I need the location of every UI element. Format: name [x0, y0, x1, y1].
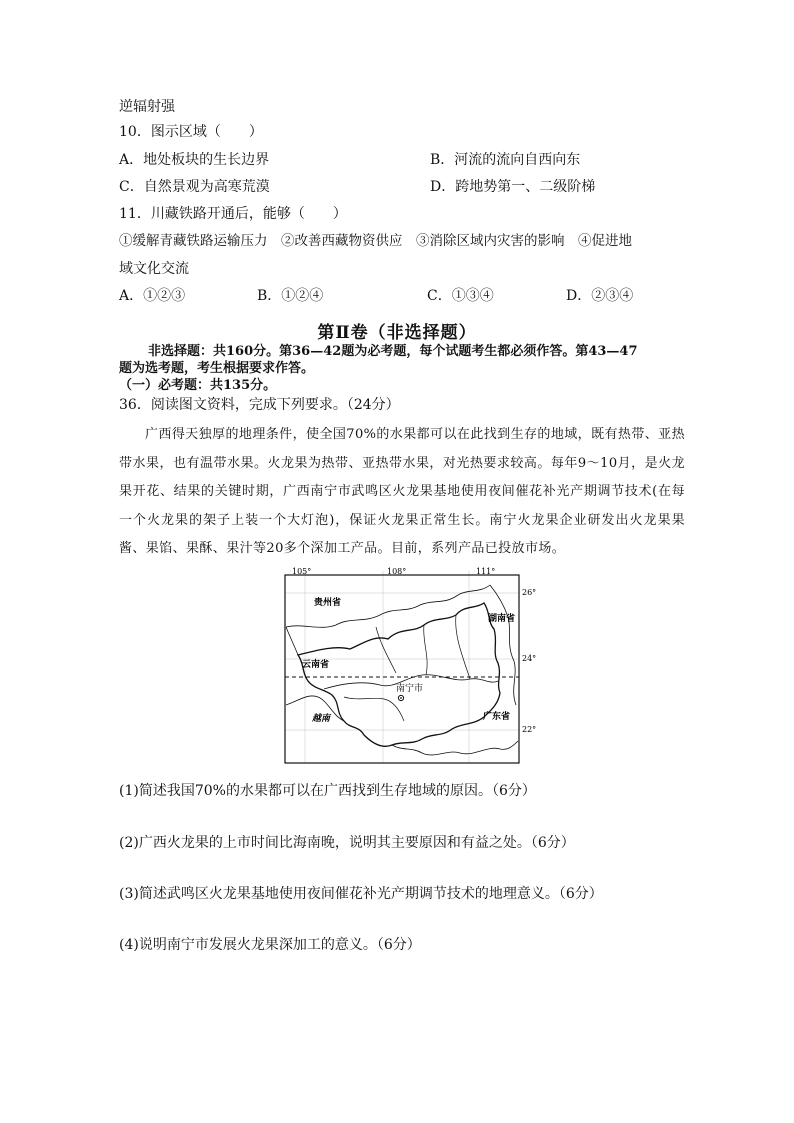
- section-instruction-line1: 非选择题：共160分。第36—42题为必考题，每个试题考生都必须作答。第43—47: [148, 344, 638, 359]
- latitude-24: 24°: [522, 654, 537, 663]
- label-vietnam: 越南: [312, 714, 331, 724]
- longitude-108: 108°: [387, 567, 407, 576]
- q36-passage: [119, 421, 685, 564]
- label-guangdong: 广东省: [483, 712, 511, 722]
- q10-stem: 10．图示区域（ ）: [119, 124, 263, 140]
- latitude-22: 22°: [522, 725, 537, 734]
- q36-sub-3: (3)简述武鸣区火龙果基地使用夜间催花补光产期调节技术的地理意义。（6分）: [119, 886, 603, 902]
- q11-option-b: B．①②④: [257, 288, 324, 304]
- section-instruction-line2: 题为选考题，考生根据要求作答。: [119, 361, 315, 376]
- required-questions-header: （一）必考题：共135分。: [119, 378, 277, 393]
- q36-sub-2: (2)广西火龙果的上市时间比海南晚，说明其主要原因和有益之处。（6分）: [119, 835, 575, 851]
- label-hunan: 湖南省: [488, 614, 516, 624]
- q10-option-a: A．地处板块的生长边界: [119, 152, 270, 168]
- latitude-26: 26°: [522, 588, 537, 597]
- q36-stem: 36．阅读图文资料，完成下列要求。（24分）: [119, 397, 400, 413]
- q11-stem: 11．川藏铁路开通后，能够（ ）: [119, 206, 347, 222]
- q11-option-c: C．①③④: [427, 288, 494, 304]
- q10-option-d: D．跨地势第一、二级阶梯: [430, 179, 596, 195]
- text-fragment: 逆辐射强: [119, 99, 175, 115]
- longitude-105: 105°: [292, 567, 312, 576]
- q11-statements-line1: ①缓解青藏铁路运输压力 ②改善西藏物资供应 ③消除区域内灾害的影响 ④促进地: [119, 233, 632, 249]
- guangxi-map: [284, 565, 546, 767]
- q36-sub-4: (4)说明南宁市发展火龙果深加工的意义。（6分）: [119, 937, 421, 953]
- q11-option-a: A．①②③: [119, 288, 186, 304]
- label-guizhou: 贵州省: [314, 598, 342, 608]
- q36-sub-1: (1)简述我国70%的水果都可以在广西找到生存地域的原因。（6分）: [119, 783, 536, 799]
- q10-option-c: C．自然景观为高寒荒漠: [119, 179, 270, 195]
- q36-passage-text: 广西得天独厚的地理条件，使全国70%的水果都可以在此找到生存的地域，既有热带、亚热带水果，也有温带水果。火龙果为热带、亚热带水果，对光热要求较高。每年9～10月，是火龙果开花、结果的关键时期，广西南宁市武鸣区火龙果基地使用夜间催花补光产期调节技术(在每一个火龙果的架子上装一个大灯泡)，保证火龙果正常生长。南宁火龙果企业研发出火龙果果酱、果馅、果酥、果汁等20多个深加工产品。目前，系列产品已投放市场。: [119, 427, 685, 557]
- label-yunnan: 云南省: [302, 660, 330, 670]
- q11-option-d: D．②③④: [566, 288, 634, 304]
- label-nanning: 南宁市: [396, 684, 424, 694]
- q11-statements-line2: 域文化交流: [119, 261, 189, 277]
- section-title: 第Ⅱ卷（非选择题）: [317, 323, 477, 343]
- longitude-111: 111°: [476, 567, 496, 576]
- q10-option-b: B．河流的流向自西向东: [430, 152, 581, 168]
